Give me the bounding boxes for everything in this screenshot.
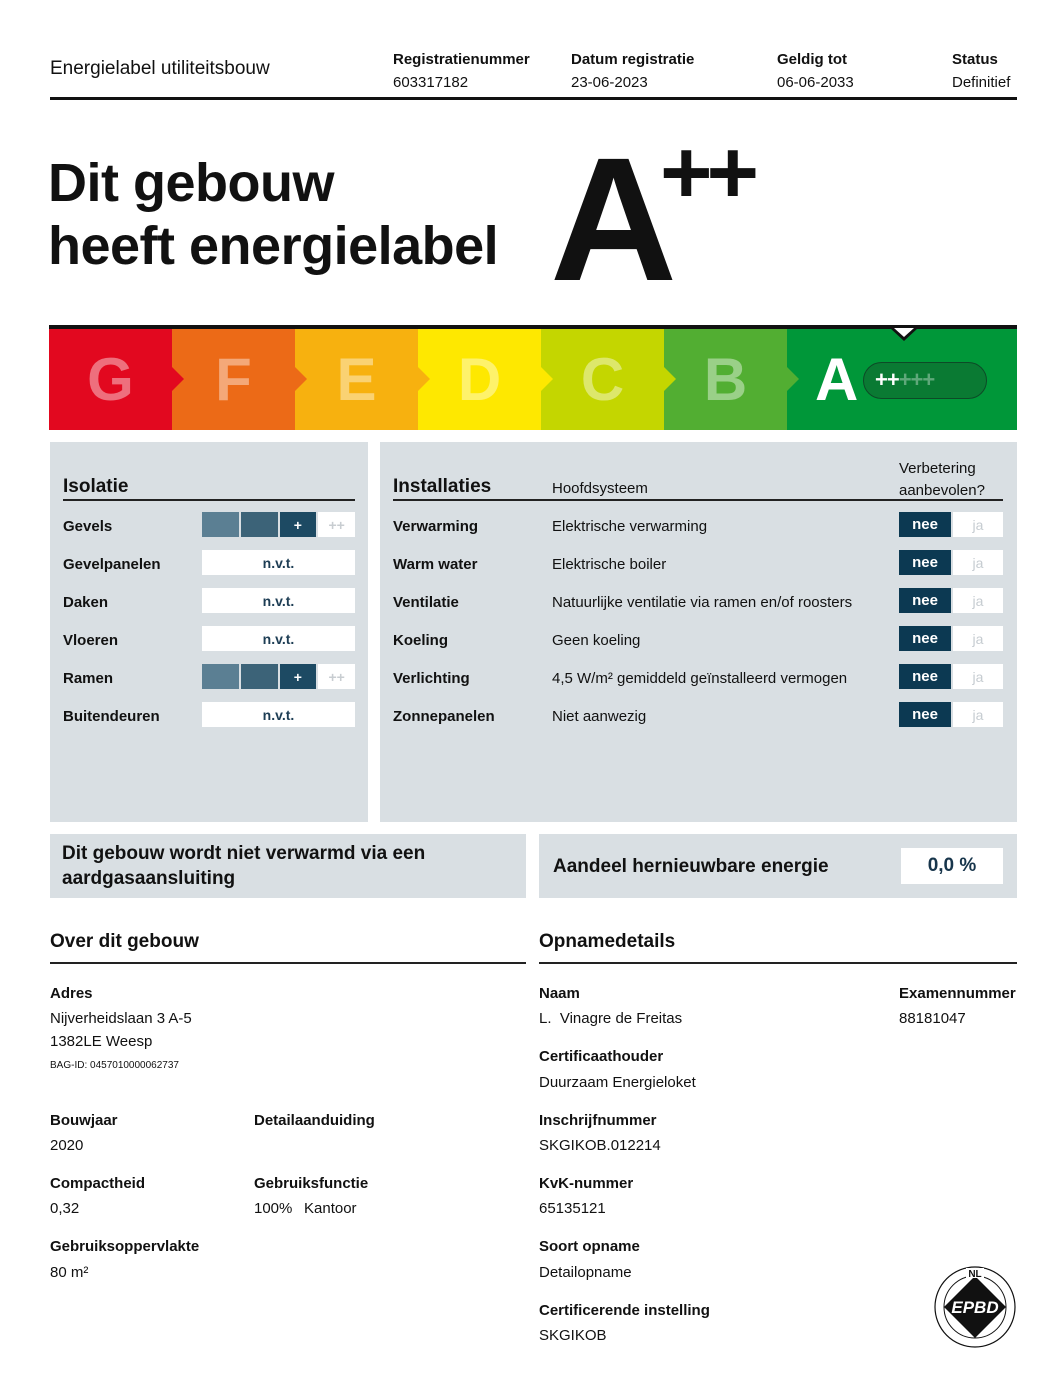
nee-badge: nee xyxy=(899,702,951,727)
verbetering-koeling xyxy=(899,626,1003,651)
naam-value: L. Vinagre de Freitas xyxy=(539,1010,683,1027)
svg-text:NL: NL xyxy=(968,1269,982,1280)
headline-line-1: Dit gebouw xyxy=(48,153,334,213)
opname-divider xyxy=(539,962,1017,964)
ja-badge: ja xyxy=(953,626,1003,651)
isolatie-value-buitendeuren: n.v.t. xyxy=(202,702,355,727)
meta-registratienummer xyxy=(393,48,530,94)
isolatie-value-vloeren: n.v.t. xyxy=(202,626,355,651)
gebruiksfunctie-pct: 100% xyxy=(254,1200,293,1217)
installatie-label-verlichting: Verlichting xyxy=(393,670,470,687)
headline-line-2: heeft energielabel xyxy=(48,216,499,276)
gas-statement-line-2: aardgasaansluiting xyxy=(62,868,236,889)
certificaathouder-value: Duurzaam Energieloket xyxy=(539,1074,696,1091)
isolatie-label-buitendeuren: Buitendeuren xyxy=(63,708,160,725)
instelling-label: Certificerende instelling xyxy=(539,1302,710,1319)
detailaanduiding-label: Detailaanduiding xyxy=(254,1112,375,1129)
ja-badge: ja xyxy=(953,588,1003,613)
scale-letter: B xyxy=(703,346,748,413)
meta-label: Registratienummer xyxy=(393,51,530,68)
scale-letter: E xyxy=(336,346,377,413)
gebruiksfunctie-label: Gebruiksfunctie xyxy=(254,1175,369,1192)
scale-arrow-icon xyxy=(664,367,676,391)
installatie-label-ventilatie: Ventilatie xyxy=(393,594,459,611)
ja-badge: ja xyxy=(953,512,1003,537)
meta-datum-registratie xyxy=(571,48,694,94)
energy-scale xyxy=(49,329,1017,430)
renewable-strip xyxy=(539,834,1017,898)
level-box xyxy=(241,512,278,537)
kvk-label: KvK-nummer xyxy=(539,1175,634,1192)
scale-segment-e xyxy=(295,329,418,430)
address-label: Adres xyxy=(50,985,93,1002)
meta-label: Datum registratie xyxy=(571,51,695,68)
meta-value: 603317182 xyxy=(393,74,469,91)
scale-segment-c xyxy=(541,329,664,430)
renewable-value: 0,0 % xyxy=(901,848,1003,884)
ja-badge: ja xyxy=(953,664,1003,689)
scale-segment-d xyxy=(418,329,541,430)
gebruiksfunctie-value: Kantoor xyxy=(304,1200,357,1217)
a-plus-inactive: +++ xyxy=(898,367,935,392)
document-type: Energielabel utiliteitsbouw xyxy=(50,58,270,79)
soort-opname-label: Soort opname xyxy=(539,1238,640,1255)
ja-badge: ja xyxy=(953,702,1003,727)
isolatie-value-daken: n.v.t. xyxy=(202,588,355,613)
installatie-system-zonnepanelen: Niet aanwezig xyxy=(552,708,647,725)
isolatie-level-ramen xyxy=(202,664,355,689)
installaties-divider xyxy=(393,499,1003,501)
address-line-1: Nijverheidslaan 3 A-5 xyxy=(50,1010,192,1027)
opname-section-title: Opnamedetails xyxy=(539,931,676,952)
header-divider xyxy=(50,97,1017,100)
col-verbetering-line-1: Verbetering xyxy=(899,460,976,477)
scale-letter: F xyxy=(215,346,252,413)
bouwjaar-value: 2020 xyxy=(50,1137,84,1154)
headline xyxy=(48,152,498,278)
installaties-title: Installaties xyxy=(393,476,492,497)
scale-segment-f xyxy=(172,329,295,430)
a-plus-indicator xyxy=(863,362,987,399)
scale-letter: G xyxy=(87,346,134,413)
isolatie-label-gevelpanelen: Gevelpanelen xyxy=(63,556,161,573)
gas-strip xyxy=(50,834,526,898)
inschrijfnummer-value: SKGIKOB.012214 xyxy=(539,1137,661,1154)
isolatie-label-vloeren: Vloeren xyxy=(63,632,119,649)
installatie-label-verwarming: Verwarming xyxy=(393,518,479,535)
verbetering-warm-water xyxy=(899,550,1003,575)
instelling-value: SKGIKOB xyxy=(539,1327,607,1344)
installatie-label-koeling: Koeling xyxy=(393,632,448,649)
building-section-title: Over dit gebouw xyxy=(50,931,199,952)
nee-badge: nee xyxy=(899,664,951,689)
bag-id: BAG-ID: 0457010000062737 xyxy=(50,1060,179,1071)
scale-segment-g xyxy=(49,329,172,430)
isolatie-label-gevels: Gevels xyxy=(63,518,113,535)
scale-arrow-icon xyxy=(172,367,184,391)
level-box-empty: ++ xyxy=(318,512,355,537)
certificaathouder-label: Certificaathouder xyxy=(539,1048,664,1065)
level-box xyxy=(202,664,239,689)
verbetering-zonnepanelen xyxy=(899,702,1003,727)
isolatie-divider xyxy=(63,499,355,501)
renewable-label: Aandeel hernieuwbare energie xyxy=(553,856,829,877)
svg-text:EPBD: EPBD xyxy=(951,1298,999,1317)
label-plus: ++ xyxy=(660,123,754,223)
nee-badge: nee xyxy=(899,626,951,651)
isolatie-panel xyxy=(50,442,368,822)
kvk-value: 65135121 xyxy=(539,1200,606,1217)
verbetering-verwarming xyxy=(899,512,1003,537)
scale-arrow-icon xyxy=(418,367,430,391)
col-verbetering xyxy=(899,458,985,502)
scale-arrow-icon xyxy=(787,367,799,391)
epbd-logo-icon xyxy=(930,1262,1020,1352)
level-box-empty: ++ xyxy=(318,664,355,689)
level-box-current: + xyxy=(280,664,317,689)
nee-badge: nee xyxy=(899,512,951,537)
a-plus-active: ++ xyxy=(875,367,899,392)
scale-letter: C xyxy=(580,346,625,413)
gas-statement-line-1: Dit gebouw wordt niet verwarmd via een xyxy=(62,843,426,864)
installatie-system-ventilatie: Natuurlijke ventilatie via ramen en/of roosters xyxy=(552,594,853,611)
meta-label: Geldig tot xyxy=(777,51,847,68)
nee-badge: nee xyxy=(899,588,951,613)
meta-value: 06-06-2033 xyxy=(777,74,854,91)
compactheid-label: Compactheid xyxy=(50,1175,146,1192)
examennummer-value: 88181047 xyxy=(899,1010,966,1027)
meta-value: 23-06-2023 xyxy=(571,74,648,91)
isolatie-label-daken: Daken xyxy=(63,594,109,611)
scale-letter: A xyxy=(815,346,859,413)
examennummer-label: Examennummer xyxy=(899,985,1016,1002)
soort-opname-value: Detailopname xyxy=(539,1264,632,1281)
address-line-2: 1382LE Weesp xyxy=(50,1033,153,1050)
level-box xyxy=(202,512,239,537)
isolatie-label-ramen: Ramen xyxy=(63,670,114,687)
col-verbetering-line-2: aanbevolen? xyxy=(899,482,985,499)
ja-badge: ja xyxy=(953,550,1003,575)
compactheid-value: 0,32 xyxy=(50,1200,80,1217)
oppervlakte-value: 80 m² xyxy=(50,1264,89,1281)
isolatie-value-gevelpanelen: n.v.t. xyxy=(202,550,355,575)
installatie-system-verlichting: 4,5 W/m² gemiddeld geïnstalleerd vermogen xyxy=(552,670,848,687)
scale-arrow-icon xyxy=(295,367,307,391)
scale-pointer-inner xyxy=(894,328,914,337)
installatie-system-verwarming: Elektrische verwarming xyxy=(552,518,708,535)
level-box xyxy=(241,664,278,689)
scale-segment-a xyxy=(787,329,1017,430)
bouwjaar-label: Bouwjaar xyxy=(50,1112,118,1129)
oppervlakte-label: Gebruiksoppervlakte xyxy=(50,1238,200,1255)
meta-geldig-tot xyxy=(777,48,854,94)
naam-label: Naam xyxy=(539,985,580,1002)
level-box-current: + xyxy=(280,512,317,537)
nee-badge: nee xyxy=(899,550,951,575)
label-letter: A xyxy=(550,122,674,318)
isolatie-level-gevels xyxy=(202,512,355,537)
meta-status xyxy=(952,48,1010,94)
installaties-panel xyxy=(380,442,1017,822)
installatie-label-warm-water: Warm water xyxy=(393,556,478,573)
scale-letter: D xyxy=(457,346,502,413)
inschrijfnummer-label: Inschrijfnummer xyxy=(539,1112,657,1129)
installatie-label-zonnepanelen: Zonnepanelen xyxy=(393,708,495,725)
meta-value: Definitief xyxy=(952,74,1011,91)
gas-statement xyxy=(62,841,425,891)
verbetering-ventilatie xyxy=(899,588,1003,613)
installatie-system-warm-water: Elektrische boiler xyxy=(552,556,667,573)
scale-segment-b xyxy=(664,329,787,430)
scale-arrow-icon xyxy=(541,367,553,391)
meta-label: Status xyxy=(952,51,998,68)
isolatie-title: Isolatie xyxy=(63,476,129,497)
verbetering-verlichting xyxy=(899,664,1003,689)
building-divider xyxy=(50,962,526,964)
installatie-system-koeling: Geen koeling xyxy=(552,632,641,649)
col-hoofdsysteem: Hoofdsysteem xyxy=(552,480,648,497)
